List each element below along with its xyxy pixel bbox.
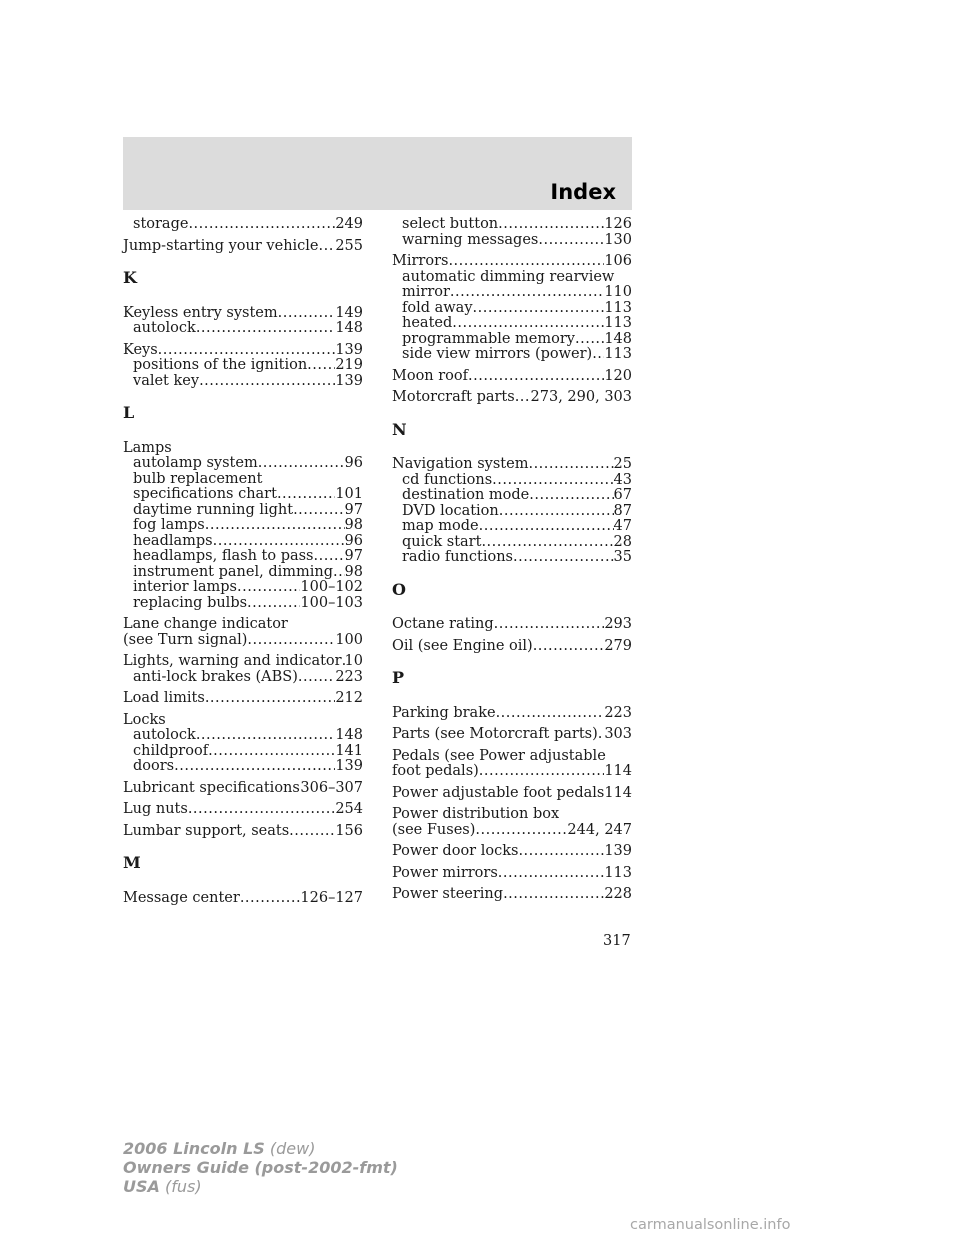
index-entry [392,254,632,270]
index-entry-label: (see Turn signal) [123,631,248,648]
index-entry-label: Mirrors [392,253,449,269]
index-entry-label: specifications chart [133,486,277,502]
index-entry-page: 273, 290, 303 [530,389,632,405]
index-entry-label: Power mirrors [392,864,498,881]
index-entry-page: 126–127 [300,889,363,906]
index-entry-label: cd functions [402,471,493,488]
index-entry-page: 87 [613,502,632,519]
index-entry-page: 96 [344,455,363,471]
footer-doc-info [123,1139,398,1196]
index-entry [392,519,632,535]
index-entry [123,549,363,565]
dot-leader [448,254,604,270]
index-entry [392,550,632,566]
index-entry [392,823,632,839]
index-entry [123,503,363,519]
index-entry-label: Oil (see Engine oil) [392,637,533,654]
index-entry-page: 47 [613,518,632,534]
index-entry-label: Jump-starting your vehicle [123,237,319,254]
dot-leader [205,691,335,707]
dot-leader [518,844,604,860]
index-entry [123,744,363,760]
index-entry-label: anti-lock brakes (ABS) [133,668,298,685]
index-entry-label: Keyless entry system [123,304,278,321]
index-entry-page: 139 [604,843,632,859]
index-entry [123,580,363,596]
index-entry-page: 149 [335,304,363,321]
index-entry-page: 10 [344,653,363,669]
index-entry [392,535,632,551]
index-entry-label: doors [133,758,175,774]
dot-leader [533,639,605,655]
index-letter-heading: N [392,419,407,439]
index-entry-label: Parking brake [392,704,496,721]
dot-leader [473,301,605,317]
index-letter-heading: K [123,268,137,287]
index-entry-page: 67 [613,487,632,503]
index-entry-label: Lights, warning and indicator [123,653,342,669]
index-letter-heading: L [123,403,135,422]
dot-leader [174,759,335,775]
index-entry [392,369,632,385]
index-entry-page: 244, 247 [567,821,632,838]
section-title: Index [550,180,616,204]
index-entry-text: Lane change indicator [123,616,288,632]
index-entry-label: interior lamps [133,579,237,595]
index-entry [123,239,363,255]
index-entry-page: 100 [335,631,363,648]
index-entry-label: autolamp system [133,455,258,471]
index-entry [392,844,632,860]
dot-leader [575,332,604,348]
index-entry-page: 156 [335,822,363,839]
dot-leader [496,706,605,722]
dot-leader [492,473,613,489]
index-entry [392,764,632,780]
dot-leader [237,580,300,596]
index-entry-page: 148 [604,330,632,347]
index-entry-label: Load limits [123,690,205,706]
index-entry-label: headlamps [133,532,213,549]
index-entry-page: 293 [604,616,632,632]
index-entry-label: Keys [123,341,158,358]
dot-leader [158,343,336,359]
index-entry-page: 98 [344,563,363,580]
dot-leader [481,535,613,551]
index-entry [392,316,632,332]
index-entry [123,824,363,840]
index-entry-page: 141 [335,742,363,759]
index-entry-page: 35 [613,549,632,565]
index-entry-text: Power distribution box [392,806,560,822]
footer-guide: Owners Guide (post-2002-fmt) [123,1158,398,1177]
index-entry-label: mirror [402,284,450,300]
dot-leader [513,550,614,566]
index-entry-label: quick start [402,533,482,550]
index-entry [392,285,632,301]
index-entry-label: childproof [133,742,209,759]
index-entry [392,504,632,520]
dot-leader [289,824,335,840]
index-entry-page: 100–102 [300,579,363,595]
index-entry-label: Moon roof [392,367,469,384]
index-entry-label: instrument panel, dimming [133,563,333,580]
index-entry-page: 106 [604,253,632,269]
index-entry-label: fold away [402,299,473,316]
index-entry-label: Parts (see Motorcraft parts) [392,726,598,742]
index-entry [123,343,363,359]
index-entry-label: Power door locks [392,843,519,859]
index-entry-page: 113 [604,315,632,331]
dot-leader [277,487,335,503]
index-entry-label: Motorcraft parts [392,389,515,405]
dot-leader [208,744,335,760]
index-column-right [392,217,632,903]
index-entry-label: Power adjustable foot pedals [392,784,605,801]
footer-model: 2006 Lincoln LS [123,1139,265,1158]
index-entry-page: 148 [335,727,363,743]
dot-leader [307,358,335,374]
dot-leader [452,316,604,332]
index-entry-label: destination mode [402,487,530,503]
index-entry-label: Lug nuts [123,801,188,817]
index-entry-page: 114 [604,784,633,801]
index-entry-page: 100–103 [300,594,363,611]
index-entry [392,301,632,317]
dot-leader [213,534,345,550]
index-entry-page: 101 [335,486,363,502]
index-entry [392,617,632,633]
index-entry [392,866,632,882]
index-entry-label: select button [402,216,499,232]
index-entry [123,374,363,390]
index-entry [123,691,363,707]
index-entry-label: Navigation system [392,456,529,472]
dot-leader [247,596,300,612]
index-entry [392,727,632,743]
index-entry-label: foot pedals) [392,763,479,779]
index-entry-page: 139 [335,341,363,358]
footer-market: USA [123,1177,160,1196]
index-entry [123,654,363,670]
index-entry-page: 223 [335,668,363,685]
dot-leader [247,633,335,649]
dot-leader [240,891,301,907]
dot-leader [538,233,604,249]
index-entry-page: 130 [604,231,632,248]
index-entry-label: replacing bulbs [133,594,248,611]
index-entry-text: bulb replacement [133,470,263,487]
dot-leader [479,764,605,780]
dot-leader [503,887,604,903]
dot-leader [592,347,604,363]
index-entry [392,332,632,348]
index-entry-page: 223 [604,704,632,721]
dot-leader [479,519,614,535]
dot-leader [188,217,335,233]
index-entry-page: 212 [335,690,363,706]
index-entry-label: programmable memory [402,330,575,347]
index-entry [123,633,363,649]
index-entry-page: 114 [604,763,632,779]
index-entry-page: 113 [604,299,632,316]
index-entry-label: fog lamps [133,517,205,533]
index-entry-page: 113 [604,864,632,881]
index-entry-label: headlamps, flash to pass [133,548,314,564]
index-entry-page: 279 [604,637,632,654]
dot-leader [188,802,336,818]
index-entry-page: 306–307 [300,779,363,796]
index-entry-text: Locks [123,711,166,728]
index-entry [123,518,363,534]
index-entry-page: 148 [335,320,363,336]
index-entry-page: 97 [344,501,363,518]
index-entry [392,488,632,504]
index-entry-page: 255 [335,237,363,254]
index-entry [123,670,363,686]
index-entry [392,390,632,406]
index-entry-page: 28 [613,533,632,550]
dot-leader [515,390,531,406]
index-entry-label: side view mirrors (power) [402,346,593,362]
index-entry-label: radio functions [402,549,513,565]
index-entry-page: 219 [335,357,363,373]
index-column-left [123,217,363,906]
dot-leader [468,369,604,385]
dot-leader [199,374,335,390]
index-entry-page: 126 [604,216,632,232]
index-letter-heading: O [392,579,406,599]
watermark-link[interactable]: carmanualsonline.info [630,1217,791,1233]
index-entry-text: automatic dimming rearview [402,268,615,285]
index-entry-label: Power steering [392,886,504,902]
index-entry [392,786,632,802]
index-entry [123,759,363,775]
dot-leader [498,217,604,233]
dot-leader [494,617,605,633]
index-entry-page: 228 [604,886,632,902]
dot-leader [529,488,613,504]
dot-leader [196,321,335,337]
dot-leader [319,239,336,255]
dot-leader [278,306,336,322]
dot-leader [293,503,344,519]
index-entry-label: storage [133,216,189,232]
index-entry-label: warning messages [402,231,539,248]
index-entry [392,706,632,722]
index-entry-text: Pedals (see Power adjustable [392,747,606,764]
header-band [123,137,632,210]
index-entry-label: Lumbar support, seats [123,822,290,839]
footer-market-code: (fus) [165,1177,202,1196]
index-entry-label: (see Fuses) [392,821,476,838]
index-entry-label: DVD location [402,502,499,519]
index-entry-page: 139 [335,758,363,774]
index-entry [123,487,363,503]
index-entry-page: 98 [344,517,363,533]
index-entry-label: map mode [402,518,479,534]
index-letter-heading: M [123,853,141,872]
index-entry [123,728,363,744]
index-entry-page: 249 [335,216,363,232]
index-entry [392,457,632,473]
index-entry-label: valet key [133,372,200,389]
index-entry-label: Message center [123,889,240,906]
dot-leader [333,565,345,581]
dot-leader [205,518,345,534]
dot-leader [499,504,614,520]
index-entry [392,233,632,249]
index-entry-page: 25 [613,456,632,472]
index-entry [392,347,632,363]
dot-leader [314,549,345,565]
index-entry [392,639,632,655]
index-entry [123,891,363,907]
dot-leader [450,285,604,301]
index-entry-label: Octane rating [392,616,494,632]
index-entry-label: Lubricant specifications [123,779,300,796]
index-entry-label: daytime running light [133,501,294,518]
index-entry [123,781,363,797]
index-entry-page: 113 [604,346,632,362]
index-entry [123,456,363,472]
index-entry-text: Lamps [123,439,172,456]
index-entry-page: 110 [604,284,632,300]
index-entry [123,358,363,374]
index-entry-label: autolock [133,727,196,743]
index-entry [123,306,363,322]
index-entry [123,565,363,581]
index-entry-page: 96 [344,532,363,549]
index-entry [123,321,363,337]
index-entry-page: 120 [604,367,632,384]
dot-leader [258,456,345,472]
index-entry-page: 97 [344,548,363,564]
index-entry-label: autolock [133,320,196,336]
index-entry-page: 303 [604,726,632,742]
index-entry-page: 254 [335,801,363,817]
footer-model-code: (dew) [269,1139,316,1158]
page-number: 317 [603,933,631,949]
index-entry-label: heated [402,315,453,331]
index-entry [392,473,632,489]
index-entry [123,596,363,612]
index-entry [123,802,363,818]
index-letter-heading: P [392,668,405,687]
dot-leader [498,866,605,882]
dot-leader [298,670,335,686]
index-entry [392,217,632,233]
index-entry [123,534,363,550]
index-entry-page: 139 [335,372,363,389]
index-entry [123,217,363,233]
dot-leader [196,728,335,744]
index-entry-label: positions of the ignition [133,357,308,373]
index-entry [392,887,632,903]
index-entry-page: 43 [613,471,632,488]
dot-leader [475,823,567,839]
dot-leader [528,457,613,473]
